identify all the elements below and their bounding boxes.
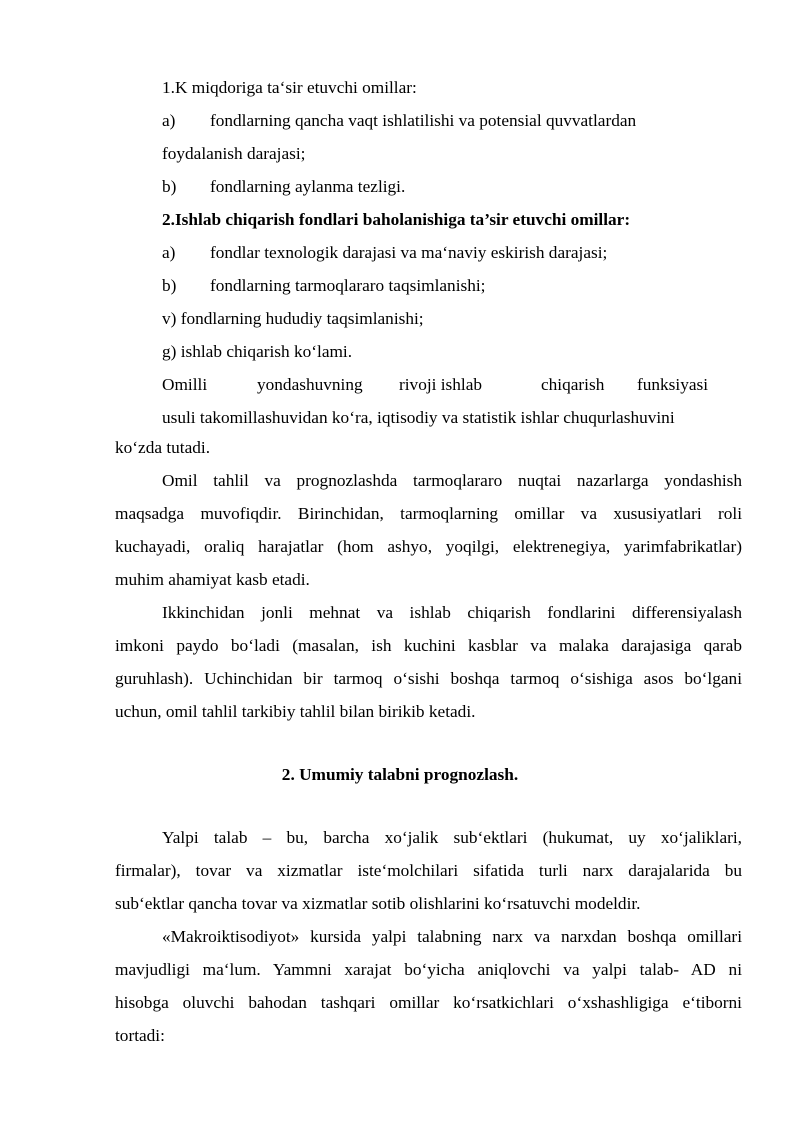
para2-line-4: uchun, omil tahlil tarkibiy tahlil bilan birikib ketadi. — [115, 702, 476, 721]
para3-line-3: sub‘ektlar qancha tovar va xizmatlar sotib olishlarini ko‘rsatuvchi modeldir. — [115, 894, 641, 913]
list2-heading: 2.Ishlab chiqarish fondlari baholanishiga ta’sir etuvchi omillar: — [162, 210, 631, 229]
list1-a-text: fondlarning qancha vaqt ishlatilishi va potensial quvvatlardan — [210, 111, 637, 130]
list1-a-label: a) — [162, 111, 176, 130]
omil-line-3: ko‘zda tutadi. — [115, 438, 211, 457]
para2-line-1: Ikkinchidan jonli mehnat va ishlab chiqarish fondlarini differensiyalash — [162, 603, 742, 622]
list2-b-label: b) — [162, 276, 177, 295]
para1-line-4: muhim ahamiyat kasb etadi. — [115, 570, 310, 589]
para2-line-2: imkoni paydo bo‘ladi (masalan, ish kuchini kasblar va malaka darajasiga qarab — [115, 636, 742, 655]
para1-line-3: kuchayadi, oraliq harajatlar (hom ashyo, yoqilgi, elektrenegiya, yarimfabrikatlar) — [115, 537, 742, 556]
omil-word-1: Omilli — [162, 375, 208, 394]
list2-v-text: v) fondlarning hududiy taqsimlanishi; — [162, 309, 424, 328]
para4-line-1: «Makroiktisodiyot» kursida yalpi talabning narx va narxdan boshqa omillari — [162, 927, 742, 946]
list2-b-text: fondlarning tarmoqlararo taqsimlanishi; — [210, 276, 486, 295]
list2-a-label: a) — [162, 243, 176, 262]
para2-line-3: guruhlash). Uchinchidan bir tarmoq o‘sishi boshqa tarmoq o‘sishiga asos bo‘lgani — [115, 669, 742, 688]
omil-word-3: rivoji ishlab — [399, 375, 483, 394]
para4-line-4: tortadi: — [115, 1026, 165, 1045]
para3-line-1: Yalpi talab – bu, barcha xo‘jalik sub‘ektlari (hukumat, uy xo‘jaliklari, — [162, 828, 742, 847]
list1-b-text: fondlarning aylanma tezligi. — [210, 177, 406, 196]
omil-line-2: usuli takomillashuvidan ko‘ra, iqtisodiy va statistik ishlar chuqurlashuvini — [162, 408, 675, 427]
section-title: 2. Umumiy talabni prognozlash. — [281, 765, 519, 784]
para1-line-2: maqsadga muvofiqdir. Birinchidan, tarmoqlarning omillar va xususiyatlari roli — [115, 504, 742, 523]
omil-word-4: chiqarish — [541, 375, 605, 394]
para4-line-3: hisobga oluvchi bahodan tashqari omillar ko‘rsatkichlari o‘xshashligiga e‘tiborni — [115, 993, 742, 1012]
list2-a-text: fondlar texnologik darajasi va ma‘naviy eskirish darajasi; — [210, 243, 608, 262]
list1-a-continuation: foydalanish darajasi; — [162, 144, 306, 163]
list1-b-label: b) — [162, 177, 177, 196]
para1-line-1: Omil tahlil va prognozlashda tarmoqlararo nuqtai nazarlarga yondashish — [162, 471, 742, 490]
para4-line-2: mavjudligi ma‘lum. Yammni xarajat bo‘yicha aniqlovchi va yalpi talab- AD ni — [115, 960, 742, 979]
omil-word-2: yondashuvning — [257, 375, 363, 394]
list2-g-text: g) ishlab chiqarish ko‘lami. — [162, 342, 353, 361]
para3-line-2: firmalar), tovar va xizmatlar iste‘molchilari sifatida turli narx darajalarida bu — [115, 861, 742, 880]
omil-word-5: funksiyasi — [637, 375, 709, 394]
list1-heading: 1.K miqdoriga ta‘sir etuvchi omillar: — [162, 78, 417, 97]
